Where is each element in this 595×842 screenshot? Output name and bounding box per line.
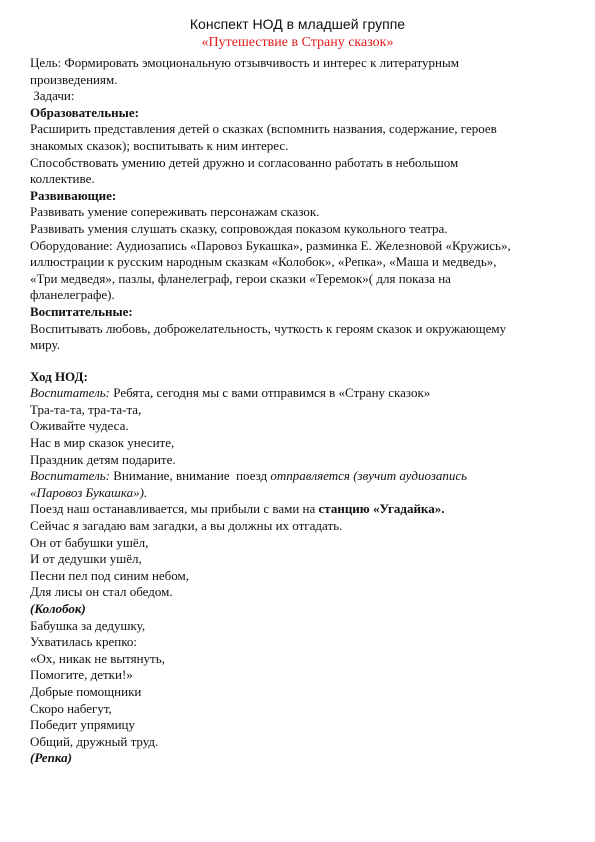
- spacer: [30, 354, 570, 369]
- speech-text: Внимание, внимание поезд: [110, 468, 271, 484]
- speech-text: Ребята, сегодня мы с вами отправимся в «Страну сказок»: [110, 385, 431, 401]
- riddle-line: Добрые помощники: [30, 683, 142, 699]
- section-heading-progress: Ход НОД:: [30, 368, 88, 384]
- stage-direction: «Паровоз Букашка»).: [30, 484, 148, 500]
- text-line: фланелеграфе).: [30, 287, 115, 303]
- speaker-label: Воспитатель:: [30, 468, 111, 484]
- section-heading-educational: Образовательные:: [30, 104, 139, 120]
- tasks-label: Задачи:: [30, 88, 75, 104]
- section-heading-developing: Развивающие:: [30, 187, 117, 203]
- verse-line: Праздник детям подарите.: [30, 451, 176, 467]
- text-line: Сейчас я загадаю вам загадки, а вы должны их отгадать.: [30, 518, 343, 534]
- stage-direction: отправляется (звучит аудиозапись: [270, 468, 468, 484]
- goal-line: произведениям.: [30, 71, 118, 87]
- riddle-line: Ухватилась крепко:: [30, 634, 137, 650]
- text-line: миру.: [30, 337, 60, 353]
- text-line: «Три медведя», пазлы, фланелеграф, герои сказки «Теремок»( для показа на: [30, 270, 451, 286]
- document-body: [30, 55, 570, 767]
- text-line: Воспитывать любовь, доброжелательность, чуткость к героям сказок и окружающему: [30, 320, 507, 336]
- riddle-answer: (Колобок): [30, 601, 86, 616]
- text-line: коллективе.: [30, 171, 95, 187]
- riddle-line: Он от бабушки ушёл,: [30, 534, 149, 550]
- riddle-answer: (Репка): [30, 750, 72, 766]
- dialogue-line: [30, 385, 570, 402]
- riddle-line: Помогите, детки!»: [30, 667, 133, 683]
- text-line: Оборудование: Аудиозапись «Паровоз Букашка», разминка Е. Железновой «Кружись»,: [30, 237, 511, 253]
- section-heading-upbringing: Воспитательные:: [30, 303, 133, 319]
- station-name: станцию «Угадайка».: [318, 501, 445, 517]
- goal-line: Цель: Формировать эмоциональную отзывчивость и интерес к литературным: [30, 55, 459, 70]
- dialogue-line: [30, 501, 570, 518]
- verse-line: Тра-та-та, тра-та-та,: [30, 401, 142, 417]
- page-title: Конспект НОД в младшей группе: [189, 16, 406, 32]
- verse-line: Оживайте чудеса.: [30, 418, 129, 434]
- text-line: Развивать умения слушать сказку, сопровождая показом кукольного театра.: [30, 220, 448, 236]
- riddle-line: И от дедушки ушёл,: [30, 551, 142, 567]
- speaker-label: Воспитатель:: [30, 385, 111, 401]
- riddle-line: Для лисы он стал обедом.: [30, 584, 173, 600]
- riddle-line: Победит упрямицу: [30, 717, 136, 733]
- page-subtitle: «Путешествие в Страну сказок»: [201, 35, 394, 50]
- text-line: Расширить представления детей о сказках (вспомнить названия, содержание, героев: [30, 121, 497, 137]
- riddle-line: Песни пел под синим небом,: [30, 567, 190, 583]
- speech-text: Поезд наш останавливается, мы прибыли с вами на: [30, 501, 319, 517]
- riddle-line: Общий, дружный труд.: [30, 733, 159, 749]
- text-line: знакомых сказок); воспитывать к ним интерес.: [30, 137, 289, 153]
- dialogue-line: [30, 468, 570, 485]
- riddle-line: «Ох, никак не вытянуть,: [30, 650, 165, 666]
- text-line: иллюстрации к русским народным сказкам «Колобок», «Репка», «Маша и медведь»,: [30, 254, 497, 270]
- verse-line: Нас в мир сказок унесите,: [30, 435, 175, 451]
- riddle-line: Бабушка за дедушку,: [30, 617, 146, 633]
- riddle-line: Скоро набегут,: [30, 700, 112, 716]
- text-line: Способствовать умению детей дружно и согласованно работать в небольшом: [30, 154, 459, 170]
- text-line: Развивать умение сопереживать персонажам сказок.: [30, 204, 320, 220]
